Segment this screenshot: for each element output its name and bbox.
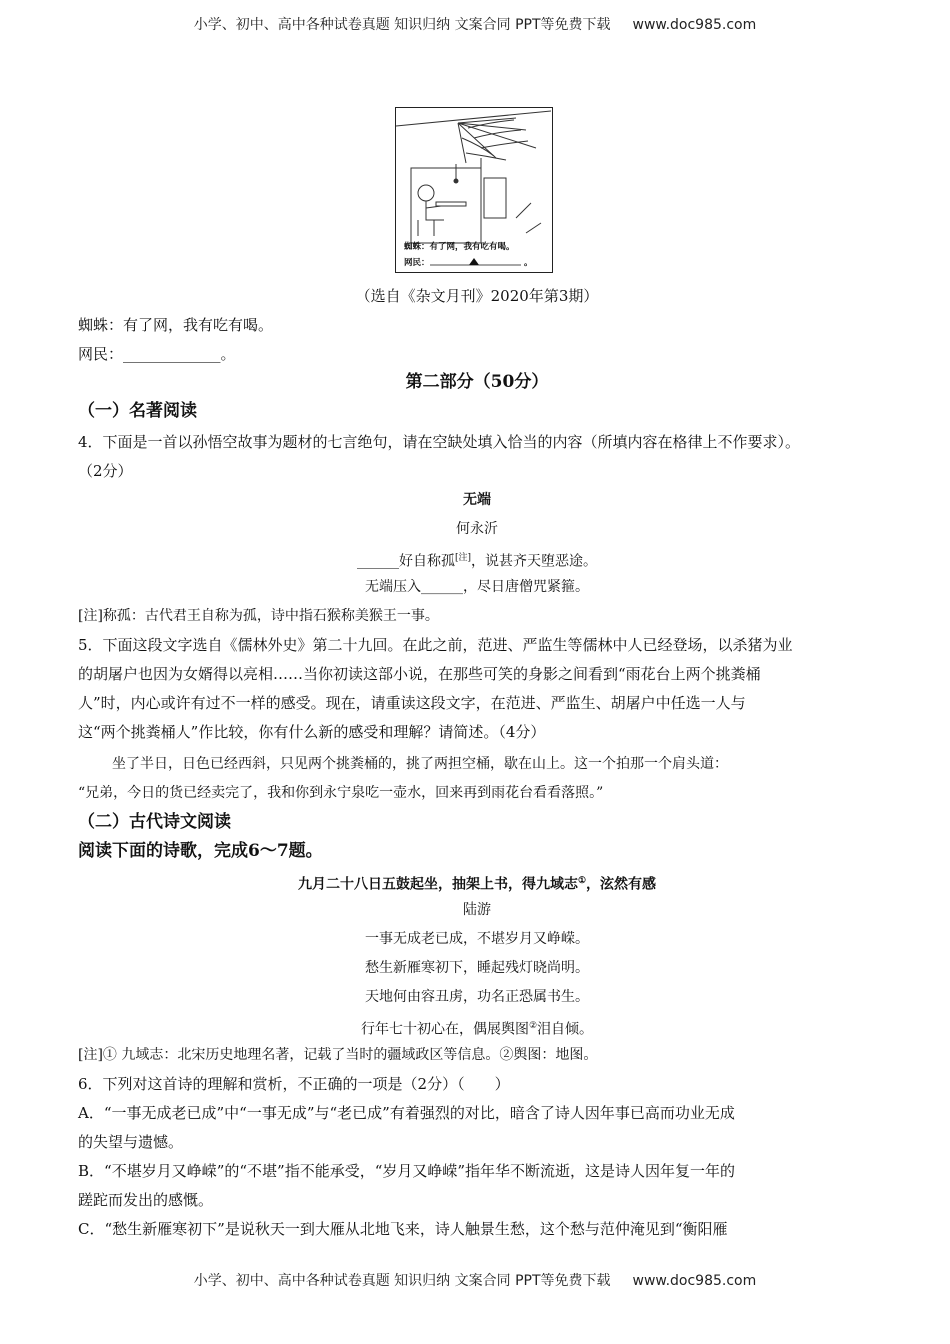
poem1-title: 无端	[463, 492, 491, 508]
q6-option-c-line1: C．“愁生新雁寒初下”是说秋天一到大雁从北地飞来，诗人触景生愁，这个愁与范仲淹见到“衡阳雁	[78, 1220, 728, 1238]
q6-option-b-line1: B．“不堪岁月又峥嵘”的“不堪”指不能承受，“岁月又峥嵘”指年华不断流逝，这是诗人因年复一年的	[78, 1162, 736, 1180]
comic-caption-1: 蜘蛛：有了网，我有吃有喝。	[404, 242, 515, 252]
footer-text: 小学、初中、高中各种试卷真题 知识归纳 文案合同 PPT等免费下载	[193, 1273, 611, 1289]
poem2-line2: 愁生新雁寒初下，睡起残灯晓尚明。	[365, 960, 589, 976]
q4-line2: （2分）	[78, 462, 133, 480]
poem1-line1	[78, 548, 876, 572]
poem2-title	[78, 871, 876, 895]
poem1-note-marker: [注]	[454, 553, 472, 563]
comic-illustration	[395, 107, 553, 273]
comic-source: （选自《杂文月刊》2020年第3期）	[355, 287, 599, 305]
footer-url[interactable]: www.doc985.com	[632, 1273, 757, 1289]
header-text: 小学、初中、高中各种试卷真题 知识归纳 文案合同 PPT等免费下载	[193, 17, 611, 33]
poem1-line1-a: ______好自称孤	[356, 553, 455, 570]
section2-heading: （二）古代诗文阅读	[78, 812, 231, 832]
poem2-author: 陆游	[463, 902, 491, 918]
reading-instruction: 阅读下面的诗歌，完成6～7题。	[78, 841, 323, 861]
poem2-title-a: 九月二十八日五鼓起坐，抽架上书，得九域志	[297, 876, 578, 893]
poem2-line4-a: 行年七十初心在，偶展舆图	[360, 1021, 529, 1038]
poem2-line1: 一事无成老已成，不堪岁月又峥嵘。	[365, 931, 589, 947]
poem2-title-note-marker: ①	[577, 876, 587, 886]
poem1-line1-b: ，说甚齐天堕恶途。	[471, 553, 598, 570]
q5-line3: 人”时，内心或许有过不一样的感受。现在，请重读这段文字，在范进、严监生、胡屠户中任选一人与	[78, 694, 746, 712]
q6-option-a-line1: A．“一事无成老已成”中“一事无成”与“老已成”有着强烈的对比，暗含了诗人因年事已高而功业无成	[78, 1104, 735, 1122]
comic-caption-2-suffix: 。	[524, 258, 533, 268]
triangle-icon	[469, 258, 479, 265]
q5-line1: 5．下面这段文字选自《儒林外史》第二十九回。在此之前，范进、严监生等儒林中人已经登场，以杀猪为业	[78, 636, 793, 654]
netizen-line: 网民：_____________。	[78, 345, 236, 363]
part2-heading: 第二部分（50分）	[405, 372, 549, 392]
poem2-line3: 天地何由容丑虏，功名正恐属书生。	[365, 989, 589, 1005]
q5-line2: 的胡屠户也因为女婿得以亮相……当你初读这部小说，在那些可笑的身影之间看到“雨花台上两个挑粪桶	[78, 665, 761, 683]
comic-caption-2-prefix: 网民：	[404, 258, 430, 268]
q6-stem: 6．下列对这首诗的理解和赏析，不正确的一项是（2分）（ ）	[78, 1075, 510, 1093]
section1-heading: （一）名著阅读	[78, 401, 197, 421]
poem1-line2: 无端压入______，尽日唐僧咒紧箍。	[365, 579, 589, 595]
q6-option-a-line2: 的失望与遗憾。	[78, 1133, 184, 1151]
q4-line1: 4．下面是一首以孙悟空故事为题材的七言绝句，请在空缺处填入恰当的内容（所填内容在格律上不作要求）。	[78, 433, 801, 451]
poem2-title-b: ，泫然有感	[586, 876, 657, 893]
poem1-author: 何永沂	[456, 521, 498, 537]
spider-line: 蜘蛛：有了网，我有吃有喝。	[78, 316, 274, 334]
q5-passage-line2: “兄弟，今日的货已经卖完了，我和你到永宁泉吃一壶水，回来再到雨花台看看落照。”	[78, 785, 604, 801]
poem2-note2-marker: ②	[528, 1021, 538, 1031]
poem2-note: [注]① 九域志：北宋历史地理名著，记载了当时的疆域政区等信息。②舆图：地图。	[78, 1047, 598, 1063]
q5-passage-line1: 坐了半日，日色已经西斜，只见两个挑粪桶的，挑了两担空桶，歇在山上。这一个拍那一个肩头道：	[112, 756, 728, 772]
q5-line4: 这“两个挑粪桶人”作比较，你有什么新的感受和理解？请简述。（4分）	[78, 723, 546, 741]
header-url[interactable]: www.doc985.com	[632, 17, 757, 33]
page-footer	[0, 1270, 950, 1290]
poem2-line4	[78, 1016, 876, 1040]
poem2-line4-b: 泪自倾。	[537, 1021, 594, 1038]
q6-option-b-line2: 蹉跎而发出的感慨。	[78, 1191, 214, 1209]
poem1-note: [注]称孤：古代君王自称为孤，诗中指石猴称美猴王一事。	[78, 608, 439, 624]
page-header	[0, 14, 950, 34]
